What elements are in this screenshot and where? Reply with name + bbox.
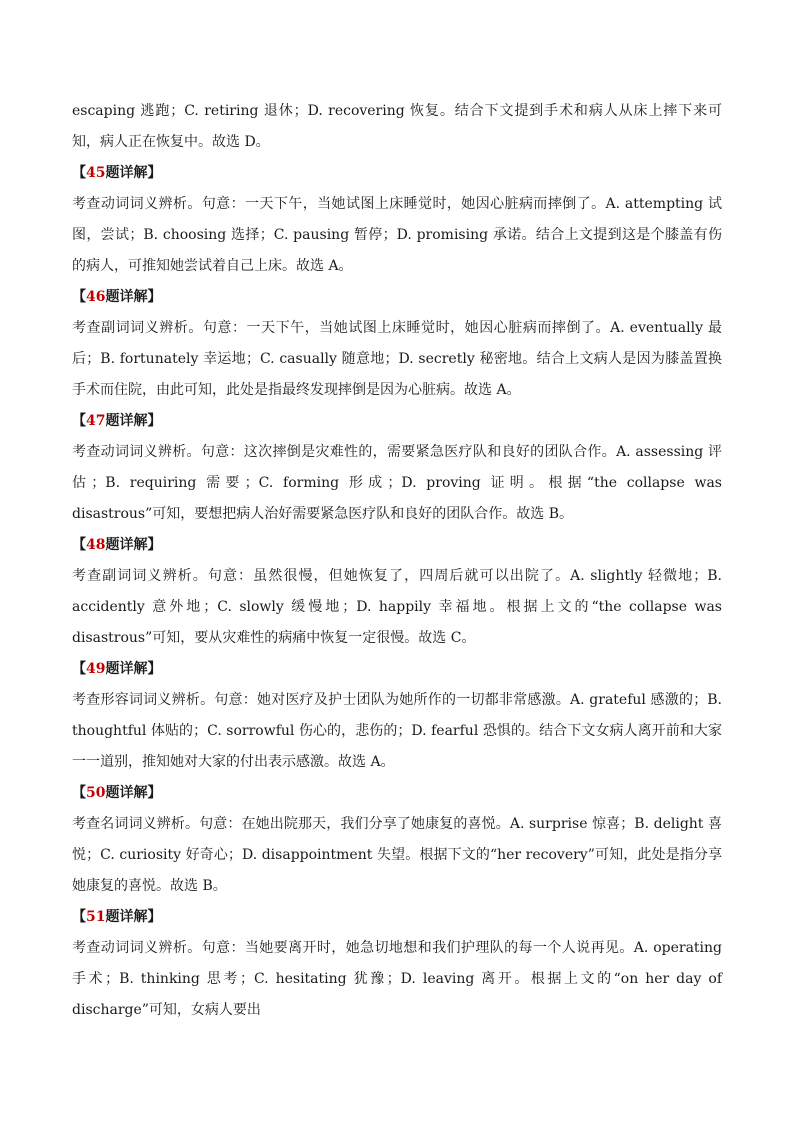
heading-suffix: 题详解】 (105, 661, 162, 677)
answer-heading-46 (72, 282, 722, 313)
answer-paragraph-50: 考查名词词义辨析。句意：在她出院那天，我们分享了她康复的喜悦。A. surprise 惊喜；B. delight 喜悦；C. curiosity 好奇心；D. disappointment 失望。根据下文的“her recovery”可知，此处是指分享她康复的喜悦。故选 B。 (72, 816, 722, 894)
heading-bracket-open: 【 (72, 289, 86, 305)
answer-paragraph-49: 考查形容词词义辨析。句意：她对医疗及护士团队为她所作的一切都非常感激。A. grateful 感激的；B. thoughtful 体贴的；C. sorrowful 伤心的，悲伤的；D. fearful 恐惧的。结合下文女病人离开前和大家一一道别，推知她对大家的付出表示感激。故选 A。 (72, 692, 722, 770)
heading-suffix: 题详解】 (105, 165, 162, 181)
document-page (72, 96, 722, 1026)
answer-heading-49 (72, 654, 722, 685)
question-number: 46 (86, 289, 106, 305)
question-number: 51 (86, 909, 106, 925)
heading-suffix: 题详解】 (105, 909, 162, 925)
question-number: 49 (86, 661, 106, 677)
heading-suffix: 题详解】 (105, 289, 162, 305)
answer-paragraph-47: 考查动词词义辨析。句意：这次摔倒是灾难性的，需要紧急医疗队和良好的团队合作。A. assessing 评估；B. requiring 需要；C. forming 形成；D. proving 证明。根据“the collapse was disastrous”可知，要想把病人治好需要紧急医疗队和良好的团队合作。故选 B。 (72, 444, 722, 522)
question-number: 50 (86, 785, 106, 801)
answer-paragraph-46: 考查副词词义辨析。句意：一天下午，当她试图上床睡觉时，她因心脏病而摔倒了。A. eventually 最后；B. fortunately 幸运地；C. casually 随意地；D. secretly 秘密地。结合上文病人是因为膝盖置换手术而住院，由此可知，此处是指最终发现摔倒是因为心脏病。故选 A。 (72, 320, 722, 398)
heading-bracket-open: 【 (72, 785, 86, 801)
heading-bracket-open: 【 (72, 909, 86, 925)
answer-paragraph-51: 考查动词词义辨析。句意：当她要离开时，她急切地想和我们护理队的每一个人说再见。A. operating 手术；B. thinking 思考；C. hesitating 犹豫；D. leaving 离开。根据上文的“on her day of discharge”可知，女病人要出 (72, 940, 722, 1018)
answer-paragraph-44-continued: escaping 逃跑；C. retiring 退休；D. recovering 恢复。结合下文提到手术和病人从床上摔下来可知，病人正在恢复中。故选 D。 (72, 103, 722, 150)
heading-suffix: 题详解】 (105, 537, 162, 553)
heading-bracket-open: 【 (72, 661, 86, 677)
answer-heading-45 (72, 158, 722, 189)
question-number: 45 (86, 165, 106, 181)
heading-bracket-open: 【 (72, 165, 86, 181)
answer-paragraph-45: 考查动词词义辨析。句意：一天下午，当她试图上床睡觉时，她因心脏病而摔倒了。A. attempting 试图，尝试；B. choosing 选择；C. pausing 暂停；D. promising 承诺。结合上文提到这是个膝盖有伤的病人，可推知她尝试着自己上床。故选 A。 (72, 196, 722, 274)
answer-heading-50 (72, 778, 722, 809)
heading-bracket-open: 【 (72, 413, 86, 429)
question-number: 47 (86, 413, 106, 429)
heading-suffix: 题详解】 (105, 413, 162, 429)
heading-suffix: 题详解】 (105, 785, 162, 801)
question-number: 48 (86, 537, 106, 553)
answer-heading-47 (72, 406, 722, 437)
answer-paragraph-48: 考查副词词义辨析。句意：虽然很慢，但她恢复了，四周后就可以出院了。A. slightly 轻微地；B. accidently 意外地；C. slowly 缓慢地；D. happily 幸福地。根据上文的“the collapse was disastrous”可知，要从灾难性的病痛中恢复一定很慢。故选 C。 (72, 568, 722, 646)
answer-heading-51 (72, 902, 722, 933)
heading-bracket-open: 【 (72, 537, 86, 553)
answer-heading-48 (72, 530, 722, 561)
